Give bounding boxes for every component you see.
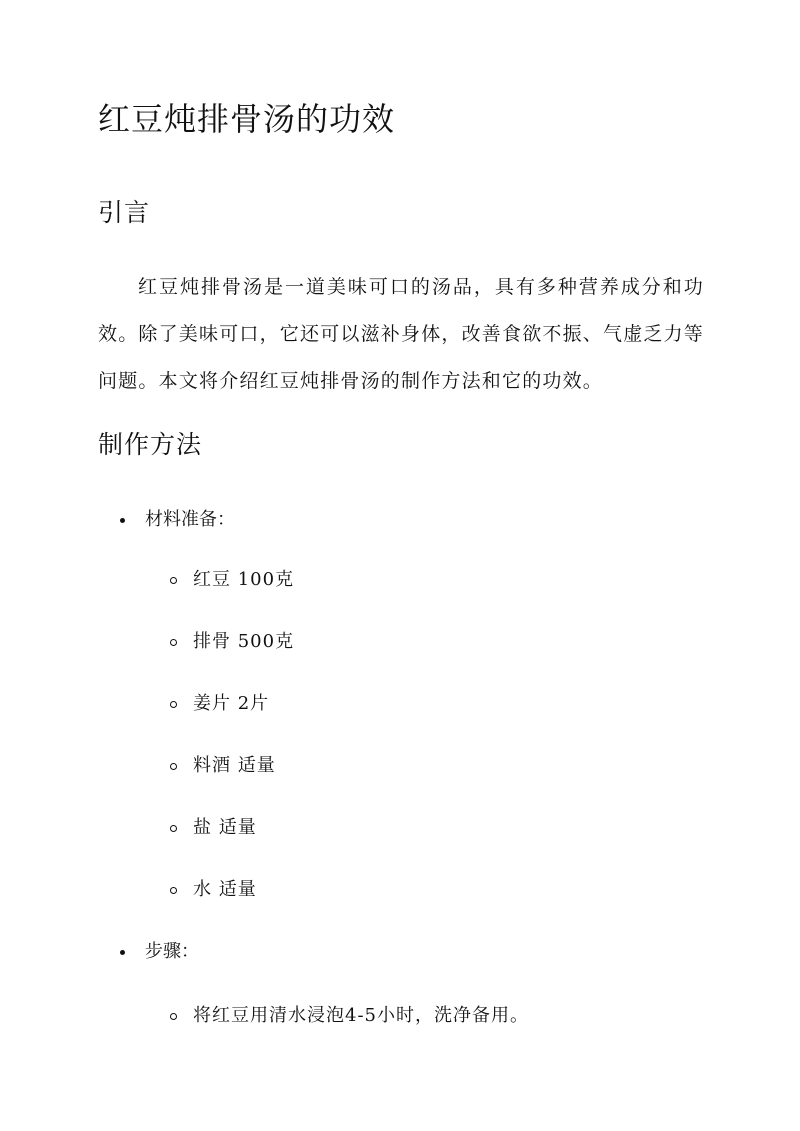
steps-label: 步骤： (145, 941, 199, 962)
material-text: 红豆 100克 (193, 569, 295, 590)
hollow-bullet-icon (170, 639, 177, 646)
step-item (170, 1004, 529, 1028)
material-item (170, 878, 257, 902)
hollow-bullet-icon (170, 887, 177, 894)
step-text: 将红豆用清水浸泡4-5小时，洗净备用。 (193, 1005, 529, 1026)
material-item (170, 754, 276, 778)
method-heading: 制作方法 (98, 430, 203, 459)
material-text: 姜片 2片 (193, 693, 270, 714)
material-item (170, 630, 294, 654)
materials-bullet (120, 508, 235, 532)
hollow-bullet-icon (170, 701, 177, 708)
materials-label: 材料准备： (145, 509, 235, 530)
steps-bullet (120, 940, 199, 964)
hollow-bullet-icon (170, 1013, 177, 1020)
material-text: 排骨 500克 (193, 631, 295, 652)
hollow-bullet-icon (170, 825, 177, 832)
material-item (170, 816, 257, 840)
bullet-dot-icon (120, 950, 125, 955)
document-title: 红豆炖排骨汤的功效 (98, 100, 396, 138)
intro-heading: 引言 (98, 198, 151, 227)
bullet-dot-icon (120, 518, 125, 523)
material-text: 料酒 适量 (193, 755, 276, 776)
intro-paragraph: 红豆炖排骨汤是一道美味可口的汤品，具有多种营养成分和功效。除了美味可口，它还可以滋补身体，改善食欲不振、气虚乏力等问题。本文将介绍红豆炖排骨汤的制作方法和它的功效。 (98, 276, 705, 392)
material-item (170, 692, 269, 716)
material-text: 盐 适量 (193, 817, 257, 838)
material-item (170, 568, 294, 592)
material-text: 水 适量 (193, 879, 257, 900)
hollow-bullet-icon (170, 577, 177, 584)
hollow-bullet-icon (170, 763, 177, 770)
